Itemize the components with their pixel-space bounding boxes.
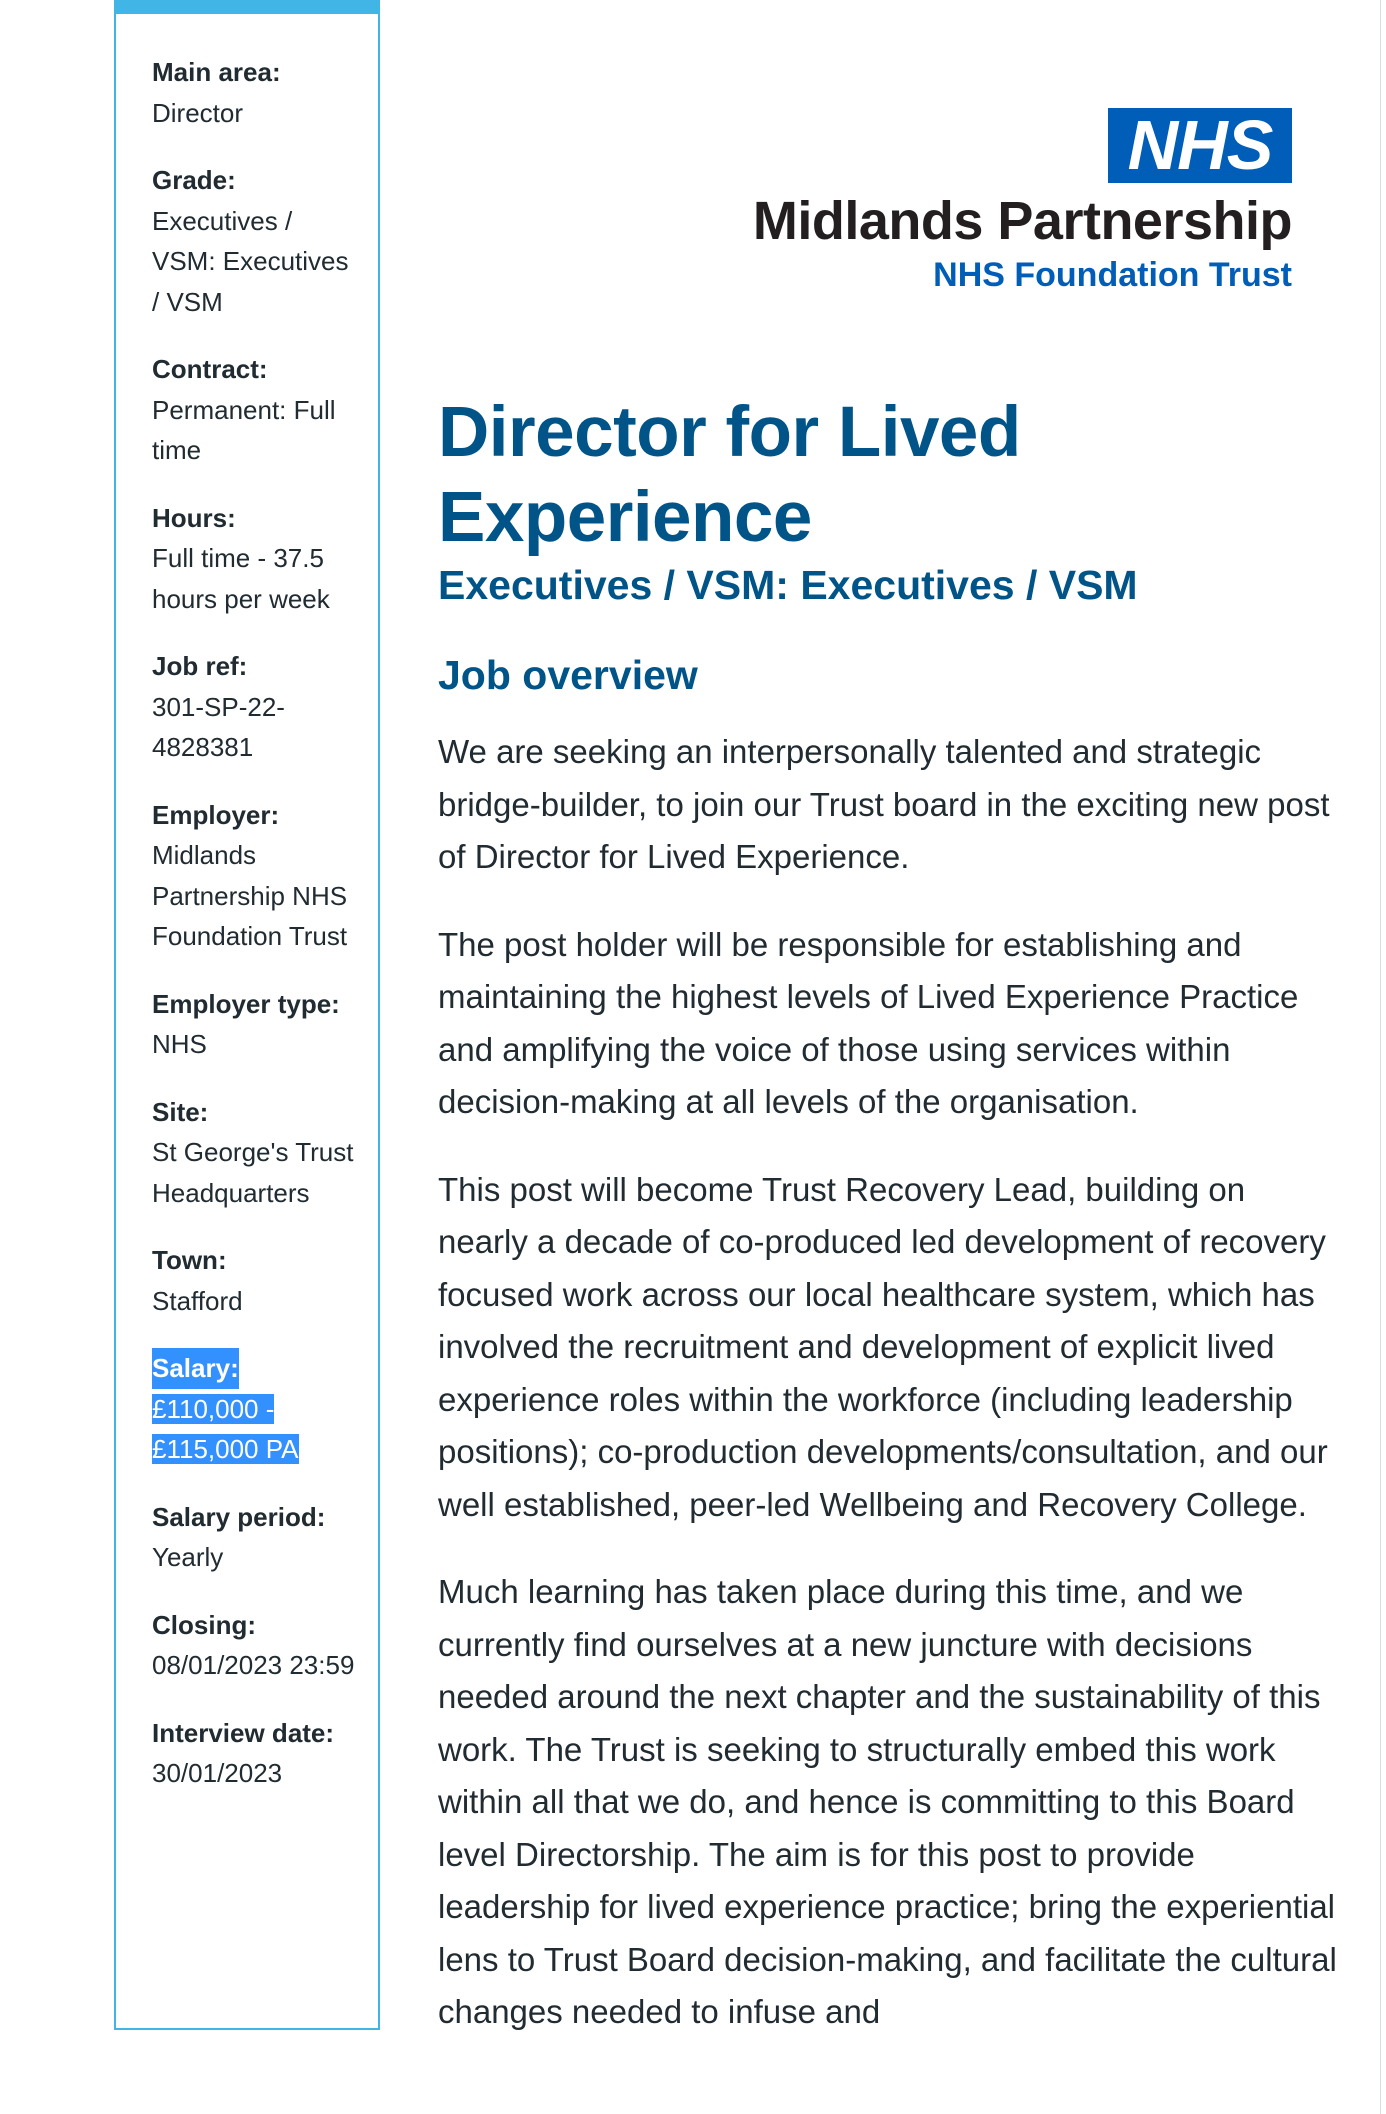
job-facts-sidebar — [114, 0, 380, 2030]
fact-value — [152, 1389, 362, 1470]
fact-value: Director — [152, 97, 244, 128]
fact-hours — [152, 498, 362, 620]
fact-label: Contract: — [152, 354, 268, 384]
fact-value: NHS — [152, 1029, 207, 1059]
fact-label: Employer type: — [152, 988, 340, 1019]
overview-paragraph: The post holder will be responsible for establishing and maintaining the highest levels of Lived Experience Practice and amplifying the voice of those using services within decision-making at all levels of the organisation. — [438, 925, 1299, 1120]
fact-value: St George's Trust Headquarters — [152, 1137, 354, 1208]
fact-label: Main area: — [152, 57, 281, 87]
fact-salary-period — [152, 1497, 362, 1578]
fact-value: Yearly — [152, 1542, 224, 1572]
fact-value: Permanent: Full time — [152, 394, 336, 465]
nhs-logo-box — [1108, 108, 1292, 183]
fact-label: Hours: — [152, 502, 236, 533]
fact-employer — [152, 795, 362, 957]
fact-label: Grade: — [152, 165, 236, 195]
fact-label: Town: — [152, 1245, 227, 1275]
fact-value: 301-SP-22-4828381 — [152, 691, 285, 762]
fact-value: 30/01/2023 — [152, 1758, 283, 1788]
overview-paragraph: We are seeking an interpersonally talented and strategic bridge-builder, to join our Trust board in the exciting new post of Director for Lived Experience. — [438, 733, 1330, 875]
fact-value: Midlands Partnership NHS Foundation Trust — [152, 840, 348, 951]
nhs-logo-text: NHS — [1127, 106, 1273, 184]
fact-grade — [152, 160, 362, 322]
fact-label: Site: — [152, 1096, 209, 1127]
fact-value: 08/01/2023 23:59 — [152, 1650, 355, 1680]
employer-logo — [700, 108, 1300, 298]
page-border — [1380, 0, 1381, 2114]
fact-job-ref — [152, 646, 362, 768]
fact-main-area — [152, 52, 362, 133]
fact-contract — [152, 349, 362, 471]
fact-employer-type — [152, 984, 362, 1065]
fact-site — [152, 1092, 362, 1214]
fact-label: Interview date: — [152, 1717, 335, 1748]
fact-value: Full time - 37.5 hours per week — [152, 543, 330, 614]
logo-org-subtitle: NHS Foundation Trust — [933, 256, 1292, 294]
job-facts-list — [152, 52, 362, 1821]
fact-label: Job ref: — [152, 651, 248, 681]
overview-paragraph: This post will become Trust Recovery Lead, building on nearly a decade of co-produced led development of recovery focused work across our local healthcare system, which has involved the recruitment and development of explicit lived experience roles within the workforce (including leadership positions); co-production developments/consultation, and our well established, peer-led Wellbeing and Recovery College. — [438, 1170, 1328, 1523]
overview-paragraph: Much learning has taken place during this time, and we currently find ourselves at a new juncture with decisions needed around the next chapter and the sustainability of this work. The Trust is seeking to structurally embed this work within all that we do, and hence is committing to this Board level Directorship. The aim is for this post to provide leadership for lived experience practice; bring the experiential lens to Trust Board decision-making, and facilitate the cultural changes needed to infuse and — [438, 1573, 1337, 2030]
selected-salary-text[interactable]: £110,000 - £115,000 PA — [152, 1393, 299, 1464]
fact-label: Salary period: — [152, 1501, 326, 1532]
job-title: Director for Lived Experience — [438, 393, 1021, 557]
job-grade: Executives / VSM: Executives / VSM — [438, 562, 1138, 608]
fact-town — [152, 1240, 362, 1321]
fact-closing — [152, 1605, 362, 1686]
fact-label: Salary: — [152, 1348, 239, 1389]
fact-value: Stafford — [152, 1285, 243, 1316]
fact-value: Executives / VSM: Executives / VSM — [152, 205, 349, 317]
logo-org-name: Midlands Partnership — [752, 191, 1292, 251]
sidebar-header-bar — [114, 0, 380, 14]
fact-salary[interactable] — [152, 1348, 362, 1470]
fact-label: Employer: — [152, 799, 280, 830]
job-overview-heading: Job overview — [438, 652, 698, 698]
job-details — [438, 390, 1338, 2039]
fact-label: Closing: — [152, 1609, 256, 1640]
fact-interview-date — [152, 1713, 362, 1794]
